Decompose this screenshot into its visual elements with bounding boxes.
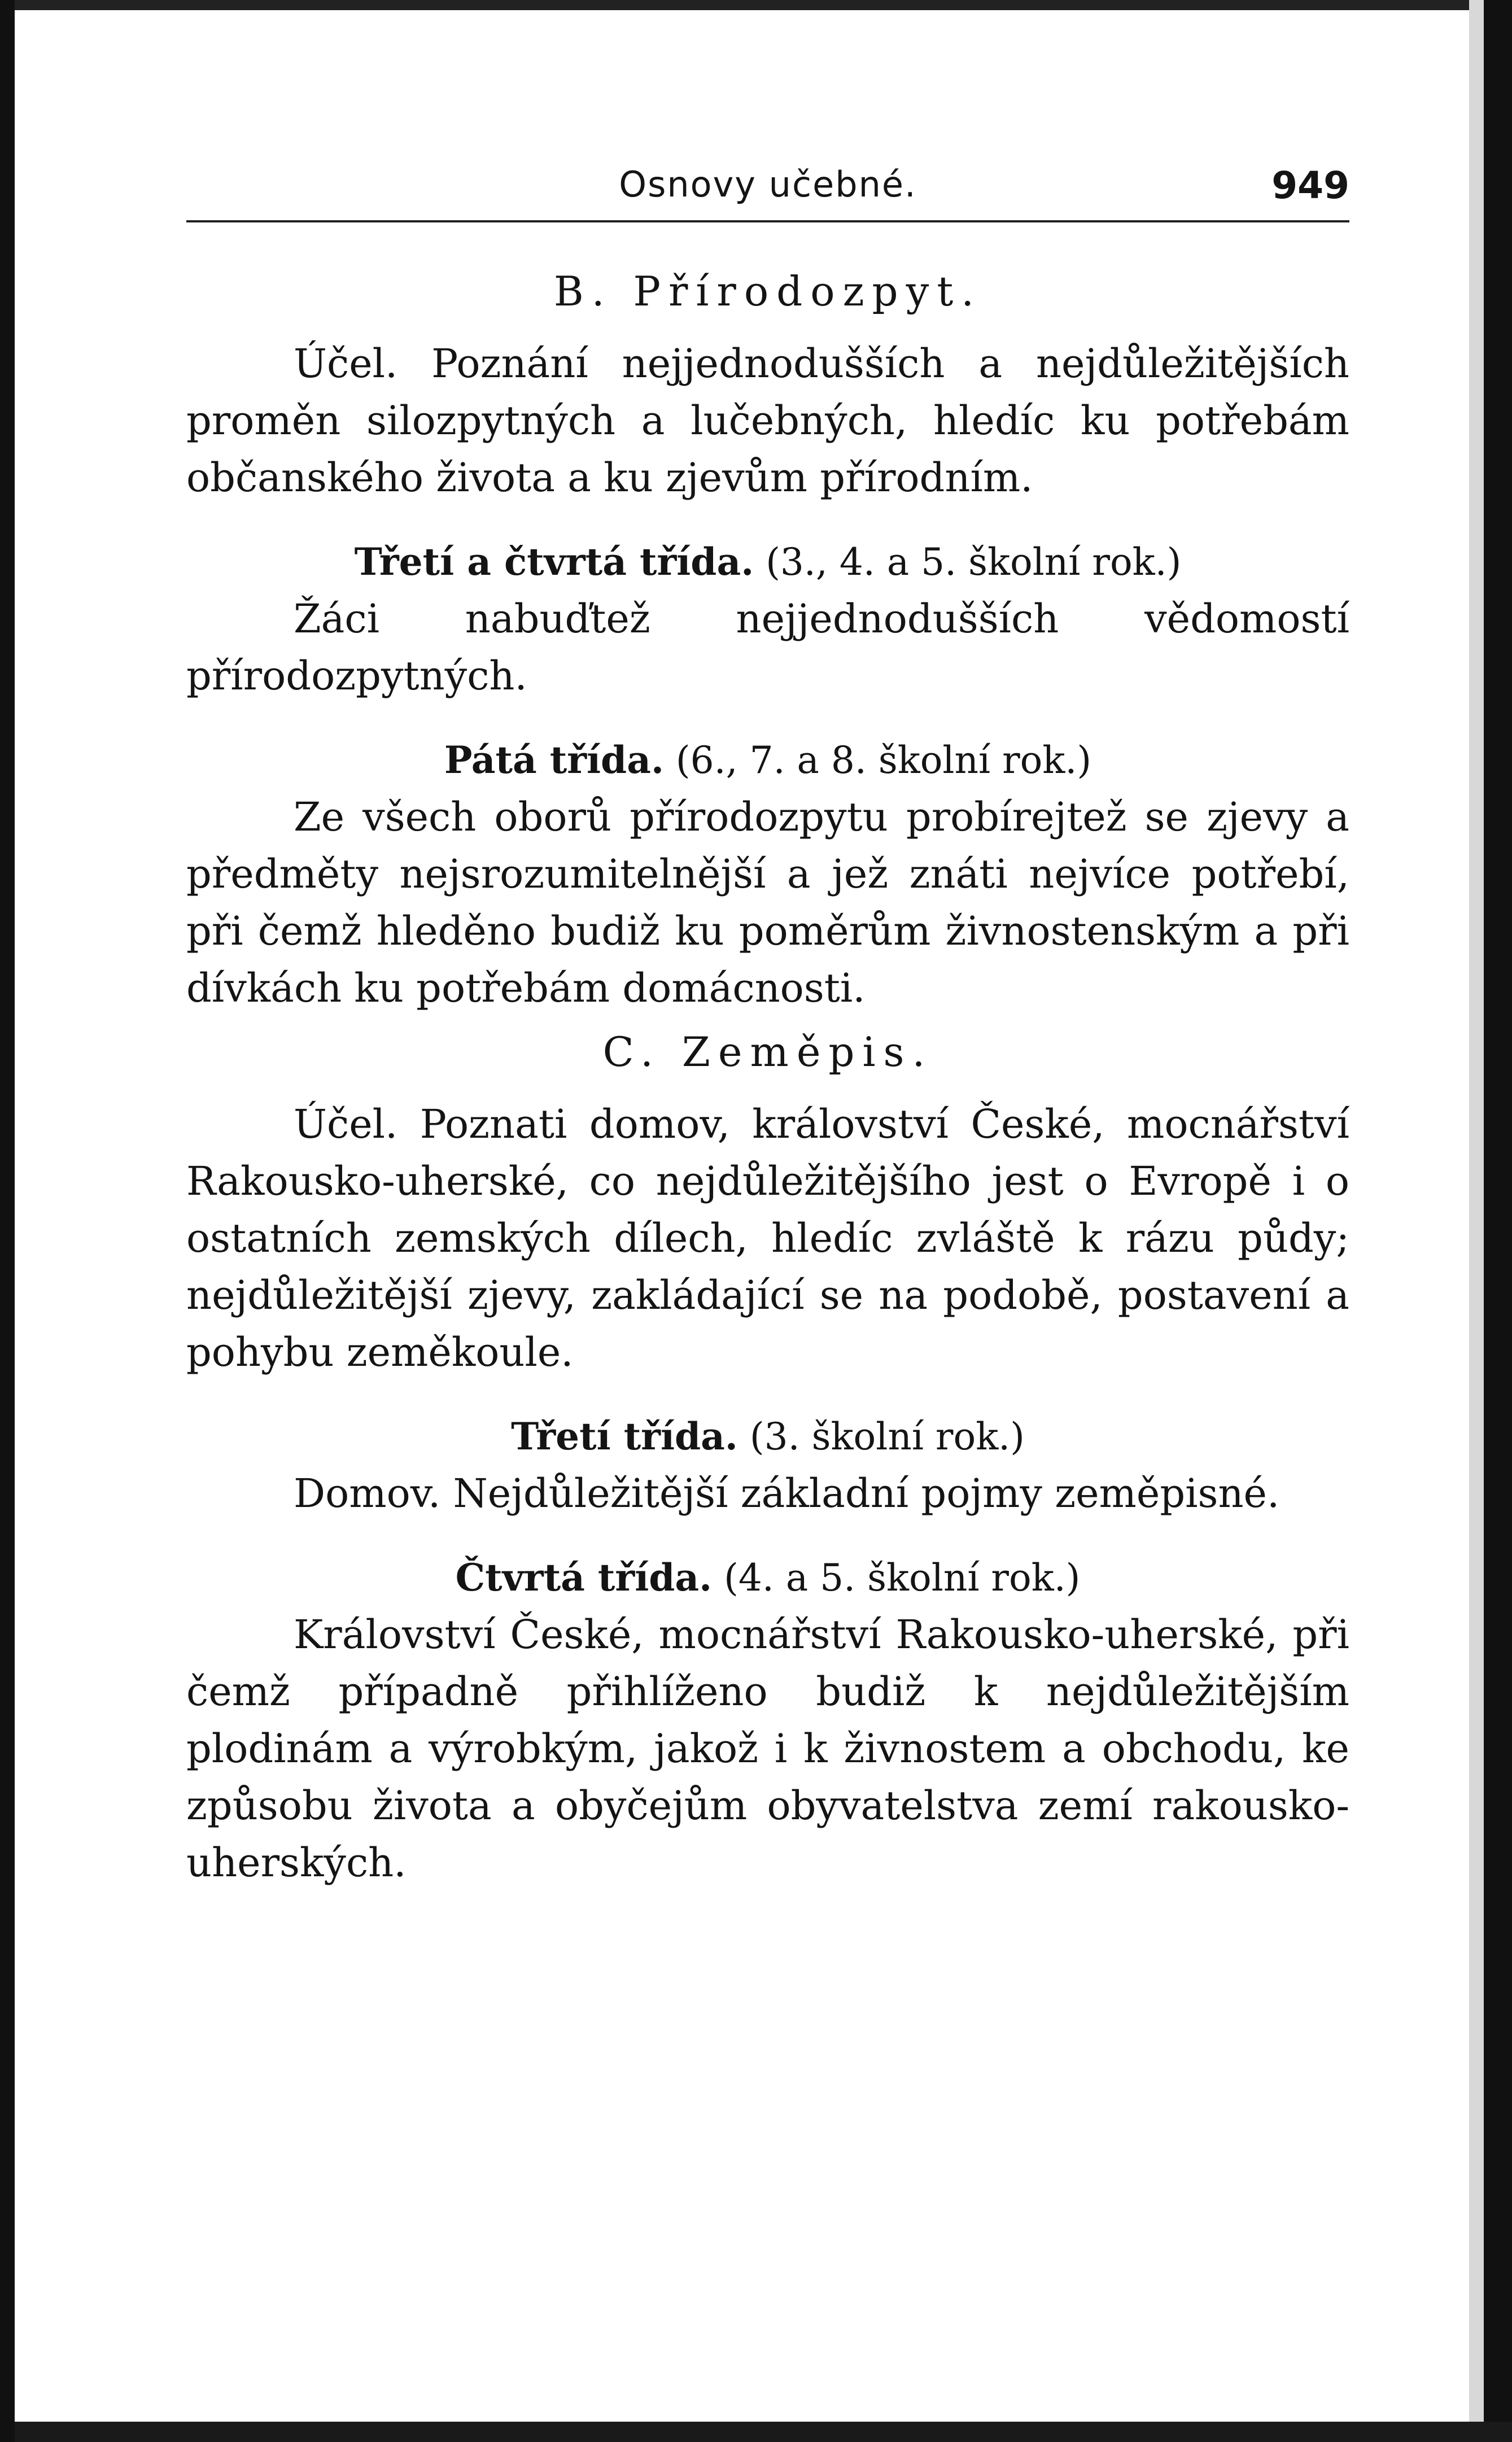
section-b-aim: Účel. Poznání nejjednodušších a nejdůležitějších proměn silozpytných a lučebných, hledíc ku potřebám občanského života a ku zjevům přírodním. bbox=[186, 340, 1349, 501]
section-b-grade-5-years: (6., 7. a 8. školní rok.) bbox=[675, 739, 1092, 782]
section-c-grade-4-heading bbox=[186, 1549, 1349, 1606]
header-rule bbox=[186, 220, 1349, 222]
section-c-grade-3-heading bbox=[186, 1408, 1349, 1465]
page-edge-top bbox=[15, 0, 1512, 10]
section-c-grade-3-title: Třetí třída. bbox=[511, 1414, 738, 1458]
section-c-aim: Účel. Poznati domov, království České, mocnářství Rakousko-uherské, co nejdůležitějšího jest o Evropě i o ostatních zemských dílech, hledíc zvláště k rázu půdy; nejdůležitější zjevy, zakládající se na podobě, postavení a pohybu zeměkoule. bbox=[186, 1101, 1349, 1375]
section-c-grade-4-years: (4. a 5. školní rok.) bbox=[724, 1556, 1081, 1600]
section-b-grade-3-4-years: (3., 4. a 5. školní rok.) bbox=[766, 540, 1182, 584]
section-b-grade-3-4-title: Třetí a čtvrtá třída. bbox=[354, 540, 754, 584]
section-c-grade-4-text: Království České, mocnářství Rakousko-uherské, při čemž případně přihlíženo budiž k nejdůležitějším plodinám a výrobkým, jakož i k živnostem a obchodu, ke způsobu života a obyčejům obyvatelstva zemí rakousko-uherských. bbox=[186, 1611, 1349, 1886]
section-c-grade-3-years: (3. školní rok.) bbox=[749, 1415, 1025, 1458]
page-header bbox=[186, 152, 1349, 220]
section-b-heading: B. Přírodozpyt. bbox=[553, 268, 982, 315]
page-edge-right-shadow bbox=[1469, 0, 1484, 2442]
running-title: Osnovy učebné. bbox=[619, 164, 917, 205]
page-edge-right bbox=[1484, 0, 1512, 2442]
page-number: 949 bbox=[1271, 164, 1349, 207]
section-c-grade-3-text: Domov. Nejdůležitější základní pojmy zeměpisné. bbox=[294, 1470, 1280, 1517]
text-block bbox=[186, 152, 1349, 1891]
section-b-grade-3-4-heading bbox=[186, 534, 1349, 591]
section-c-heading: C. Zeměpis. bbox=[602, 1028, 933, 1076]
page-edge-bottom bbox=[15, 2422, 1512, 2442]
section-b-grade-5-title: Pátá třída. bbox=[444, 738, 664, 782]
section-c-grade-4-title: Čtvrtá třída. bbox=[455, 1556, 713, 1600]
page-edge-left bbox=[0, 0, 15, 2442]
section-b-grade-5-heading bbox=[186, 732, 1349, 789]
section-b-grade-5-text: Ze všech oborů přírodozpytu probírejtež se zjevy a předměty nejsrozumitelnější a jež znáti nejvíce potřebí, při čemž hleděno budiž ku poměrům živnostenským a při dívkách ku potřebám domácnosti. bbox=[186, 794, 1349, 1011]
section-b-grade-3-4-text: Žáci nabuďtež nejjednodušších vědomostí přírodozpytných. bbox=[186, 596, 1349, 699]
